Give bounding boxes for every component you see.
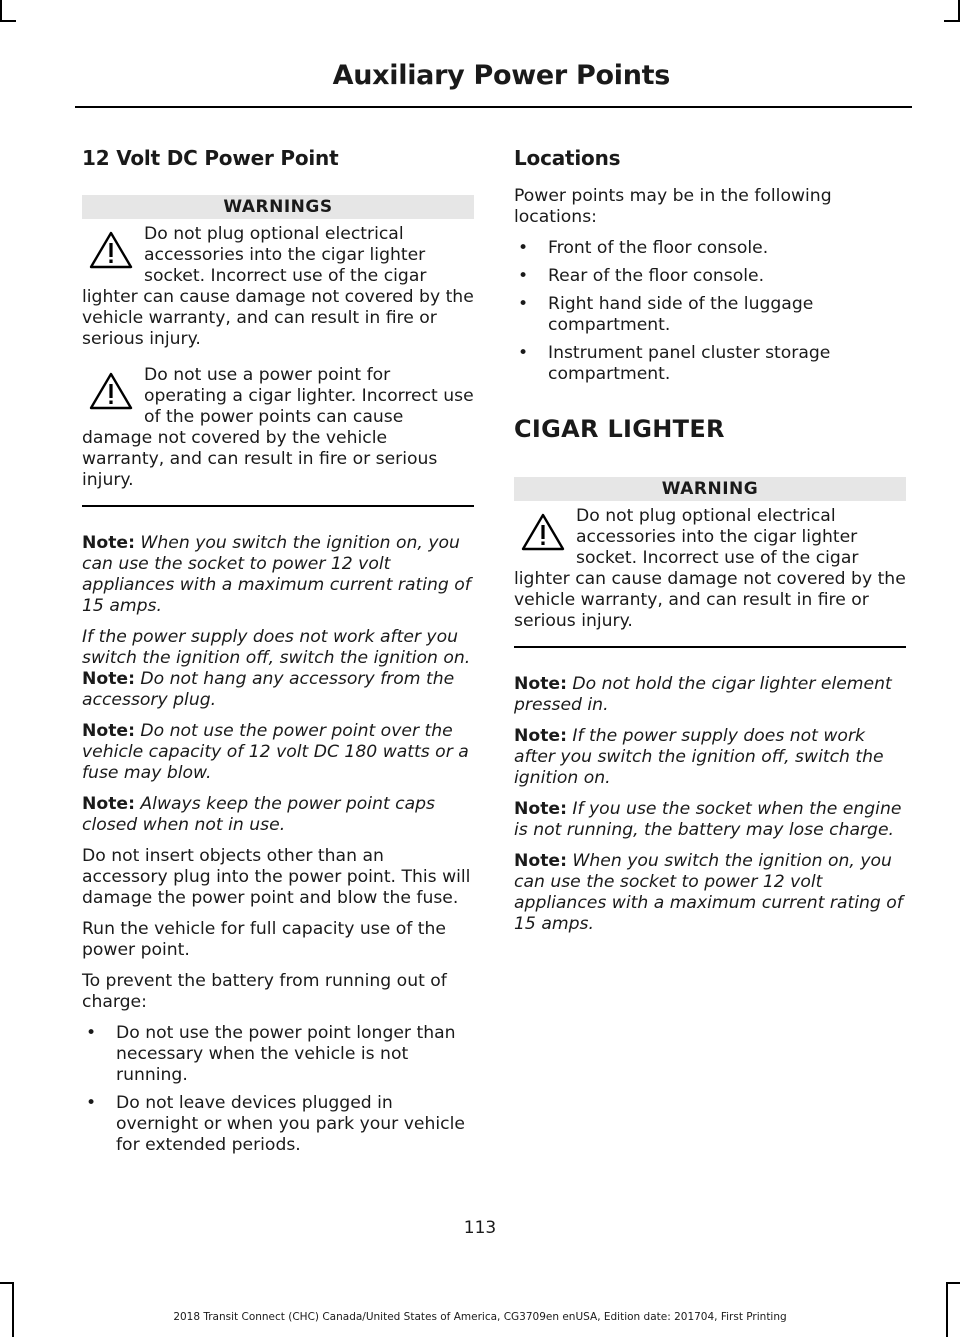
section-title-cigar-lighter: CIGAR LIGHTER [514,415,725,443]
warning-item [82,224,474,350]
crop-mark [946,1282,960,1284]
note-paragraph [82,794,474,836]
list-item: • Do not leave devices plugged in overnight or when you park your vehicle for extended periods. [82,1093,474,1156]
body-paragraph: To prevent the battery from running out of charge: [82,971,447,1012]
note-label: Note: [82,721,135,741]
note-text: When you switch the ignition on, you can use the socket to power 12 volt appliances with a maximum current rating of 15 amps. [514,851,903,934]
locations-list [514,238,906,385]
battery-tips-list [82,1023,474,1156]
warning-item [82,365,474,491]
warning-item [514,506,906,632]
note-label: Note: [514,674,567,694]
section-title-power-point: 12 Volt DC Power Point [82,146,339,170]
warning-triangle-icon [88,371,134,411]
header-divider [75,106,912,108]
warning-text: Do not plug optional electrical accessories into the cigar lighter socket. Incorrect use of the cigar lighter can cause damage not covered by the vehicle warranty, and can result in fire or serious injury. [514,506,906,631]
crop-mark [0,20,16,22]
note-label: Note: [514,799,567,819]
note-text: Do not hang any accessory from the accessory plug. [82,669,455,710]
page-number: 113 [463,1218,497,1238]
page-header-title: Auxiliary Power Points [332,60,670,91]
list-item: • Instrument panel cluster storage compartment. [514,343,906,385]
section-title-locations: Locations [514,146,621,170]
note-text: Do not use the power point over the vehicle capacity of 12 volt DC 180 watts or a fuse may blow. [82,721,469,783]
list-item: • Right hand side of the luggage compartment. [514,294,906,336]
note-paragraph [82,669,474,711]
note-text: If you use the socket when the engine is not running, the battery may lose charge. [514,799,902,840]
warnings-heading: WARNINGS [82,195,474,219]
list-item: • Rear of the floor console. [514,266,906,287]
note-paragraph [514,799,906,841]
note-label: Note: [82,533,135,553]
warnings-box [82,195,474,507]
note-continuation: If the power supply does not work after you switch the ignition off, switch the ignition on. [82,627,471,668]
warning-text: Do not plug optional electrical accessories into the cigar lighter socket. Incorrect use of the cigar lighter can cause damage not covered by the vehicle warranty, and can result in fire or serious injury. [82,224,474,349]
warning-heading: WARNING [514,477,906,501]
right-column [514,146,906,945]
locations-intro: Power points may be in the following locations: [514,186,832,227]
crop-mark [944,20,960,22]
note-text: If the power supply does not work after you switch the ignition off, switch the ignition on. [514,726,884,788]
note-label: Note: [514,851,567,871]
note-text: Do not hold the cigar lighter element pressed in. [514,674,892,715]
note-paragraph [514,851,906,935]
note-text: Always keep the power point caps closed when not in use. [82,794,436,835]
list-item: • Front of the floor console. [514,238,906,259]
note-paragraph [82,533,474,617]
crop-mark [0,0,2,22]
left-column [82,146,474,1166]
crop-mark [0,1282,14,1284]
note-paragraph [514,726,906,789]
warning-box [514,477,906,648]
crop-mark [12,1282,14,1337]
body-paragraph: Do not insert objects other than an accessory plug into the power point. This will damage the power point and blow the fuse. [82,846,471,908]
crop-mark [946,1282,948,1337]
warning-triangle-icon [88,230,134,270]
footer-edition-info: 2018 Transit Connect (CHC) Canada/United States of America, CG3709en enUSA, Edition date: 201704, First Printing [173,1311,787,1323]
note-label: Note: [82,669,135,689]
note-text: When you switch the ignition on, you can use the socket to power 12 volt appliances with a maximum current rating of 15 amps. [82,533,471,616]
warning-triangle-icon [520,512,566,552]
note-paragraph [82,721,474,784]
note-label: Note: [514,726,567,746]
list-item: • Do not use the power point longer than necessary when the vehicle is not running. [82,1023,474,1086]
note-paragraph [514,674,906,716]
warning-text: Do not use a power point for operating a cigar lighter. Incorrect use of the power points can cause damage not covered by the vehicle warranty, and can result in fire or serious injury. [82,365,474,490]
body-paragraph: Run the vehicle for full capacity use of the power point. [82,919,446,960]
note-label: Note: [82,794,135,814]
